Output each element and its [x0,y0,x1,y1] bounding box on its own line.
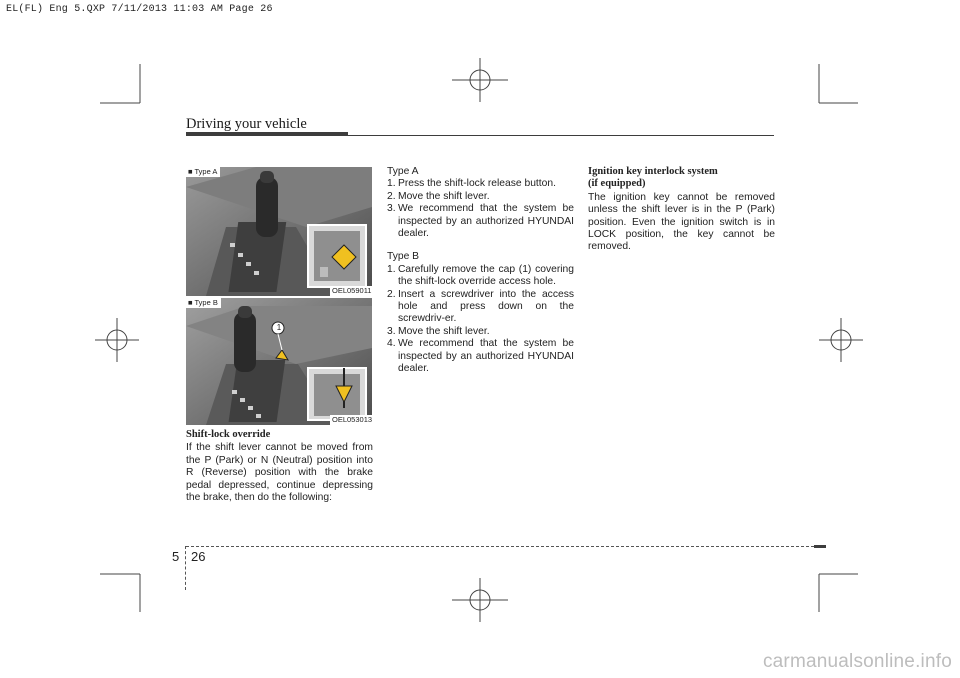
list-item: 2. Insert a screwdriver into the access hole and press down on the screwdriv-er. [387,288,574,325]
footer-rule-end [814,545,826,548]
print-slug: EL(FL) Eng 5.QXP 7/11/2013 11:03 AM Page 26 [6,4,273,15]
list-item: 2. Move the shift lever. [387,190,490,202]
figure-tag-type-b: ■ Type B [186,298,221,308]
list-item: 4. We recommend that the system be inspected by an authorized HYUNDAI dealer. [387,338,574,375]
ignition-interlock-body: The ignition key cannot be removed unless the shift lever is in the P (Park) position. Even the ignition switch is in LOCK position, the key cannot be removed. [588,191,775,253]
type-b-label: Type B [387,251,420,263]
left-column [186,429,373,504]
figure-tag-type-a: ■ Type A [186,167,220,177]
registration-mark-top [452,58,508,102]
registration-mark-left [95,318,139,362]
list-item: 3. Move the shift lever. [387,325,490,337]
registration-mark-bottom [452,578,508,622]
list-item: 1. Press the shift-lock release button. [387,178,556,190]
ignition-interlock-heading: Ignition key interlock system [588,166,718,177]
middle-column [387,166,574,376]
shift-lock-override-heading: Shift-lock override [186,429,271,440]
right-column [588,166,775,254]
callout-number: 1 [276,323,282,332]
watermark: carmanualsonline.info [762,651,952,672]
list-item: 1. Carefully remove the cap (1) covering the shift-lock override access hole. [387,263,574,288]
registration-mark-right [819,318,863,362]
footer-divider [185,546,186,590]
header-rule-accent [186,132,348,136]
section-title: Driving your vehicle [186,116,307,132]
figure-type-b [186,298,372,425]
chapter-number: 5 [172,549,180,564]
figure-code-a: OEL059011 [332,286,372,295]
type-a-steps [387,178,574,240]
shift-lever-illustration-b [186,298,372,425]
footer-rule [186,546,814,547]
ignition-interlock-subheading: (if equipped) [588,178,646,190]
figure-type-a [186,167,372,296]
list-item: 3. We recommend that the system be inspected by an authorized HYUNDAI dealer. [387,203,574,240]
shift-lock-override-body: If the shift lever cannot be moved from the P (Park) or N (Neutral) position into R (Reverse) position with the brake pedal depressed, continue depressing the brake, then do the following: [186,442,373,504]
shift-lever-illustration-a [186,167,372,296]
type-a-label: Type A [387,166,419,177]
page-number: 26 [191,549,206,564]
figure-code-b: OEL053013 [332,415,373,424]
type-b-steps [387,264,574,376]
